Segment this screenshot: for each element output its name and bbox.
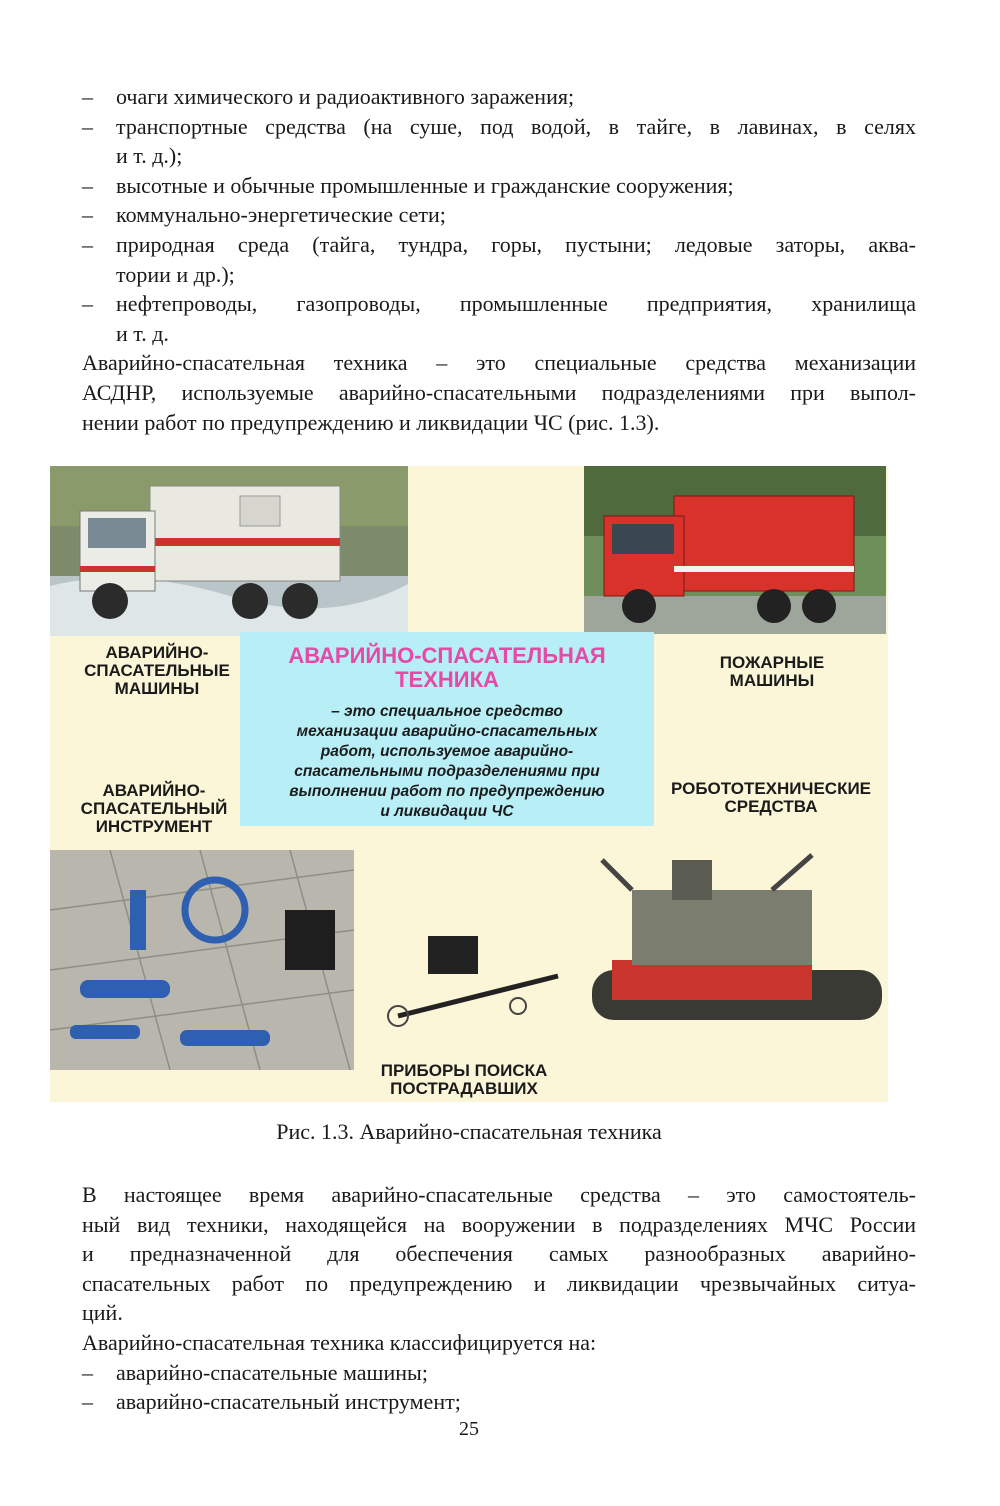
lower-text-block — [82, 1180, 916, 1417]
hazard-list — [82, 82, 916, 348]
robot-photo — [572, 850, 888, 1046]
intro-paragraph: Аварийно-спасательная техника – это специальные средства механизации АСДНР, используемые аварийно-спасательными подразделениями при выпол- нении работ по предупреждению и ликвидации ЧС (рис. 1.3). — [82, 350, 916, 435]
definition-box — [240, 632, 654, 826]
label-rescue-machines: АВАРИЙНО- СПАСАТЕЛЬНЫЕ МАШИНЫ — [84, 643, 230, 698]
page-number: 25 — [459, 1418, 479, 1440]
label-rescue-tools: АВАРИЙНО- СПАСАТЕЛЬНЫЙ ИНСТРУМЕНТ — [80, 781, 228, 836]
list-item: – коммунально-энергетические сети; — [82, 202, 446, 228]
list-item: – природная среда (тайга, тундра, горы, пустыни; ледовые заторы, аква- тории и др.); — [82, 231, 916, 287]
paragraph-current-time: В настоящее время аварийно-спасательные средства – это самостоятель- ный вид техники, находящейся на вооружении в подразделениях МЧС России и предназначенной для обеспечения самых разнообразных аварийно- спасательных работ по предупреждению и ликвидации чрезвычайных ситуа- ций. — [82, 1182, 916, 1326]
list-item: – очаги химического и радиоактивного заражения; — [82, 84, 575, 109]
rescue-tools-photo — [50, 850, 354, 1070]
search-device-photo — [368, 916, 568, 1036]
figure-rescue-equipment — [50, 466, 888, 1102]
fire-truck-photo — [584, 466, 886, 634]
paragraph-classification: Аварийно-спасательная техника классифицируется на: — [82, 1329, 597, 1355]
label-search-devices: ПРИБОРЫ ПОИСКА ПОСТРАДАВШИХ — [380, 1061, 548, 1098]
figure-caption: Рис. 1.3. Аварийно-спасательная техника — [276, 1119, 662, 1144]
list-item: – аварийно-спасательные машины; — [82, 1359, 428, 1385]
list-item: – нефтепроводы, газопроводы, промышленные предприятия, хранилища и т. д. — [82, 291, 916, 346]
label-robotic-means: РОБОТОТЕХНИЧЕСКИЕ СРЕДСТВА — [670, 779, 871, 816]
list-item: – транспортные средства (на суше, под водой, в тайге, в лавинах, в селях и т. д.); — [82, 113, 916, 169]
definition-title: АВАРИЙНО-СПАСАТЕЛЬНАЯ ТЕХНИКА — [288, 643, 606, 692]
label-fire-machines: ПОЖАРНЫЕ МАШИНЫ — [719, 653, 825, 690]
rescue-truck-photo — [50, 466, 408, 636]
list-item: – аварийно-спасательный инструмент; — [82, 1389, 461, 1415]
definition-text: – это специальное средство механизации аварийно-спасательных работ, используемое аварийно- спасательными подразделениями при выполнении работ по предупреждению и ликвидации ЧС — [289, 703, 605, 820]
list-item: – высотные и обычные промышленные и гражданские сооружения; — [82, 172, 734, 198]
classification-list — [82, 1358, 916, 1417]
top-list-block — [82, 82, 916, 437]
